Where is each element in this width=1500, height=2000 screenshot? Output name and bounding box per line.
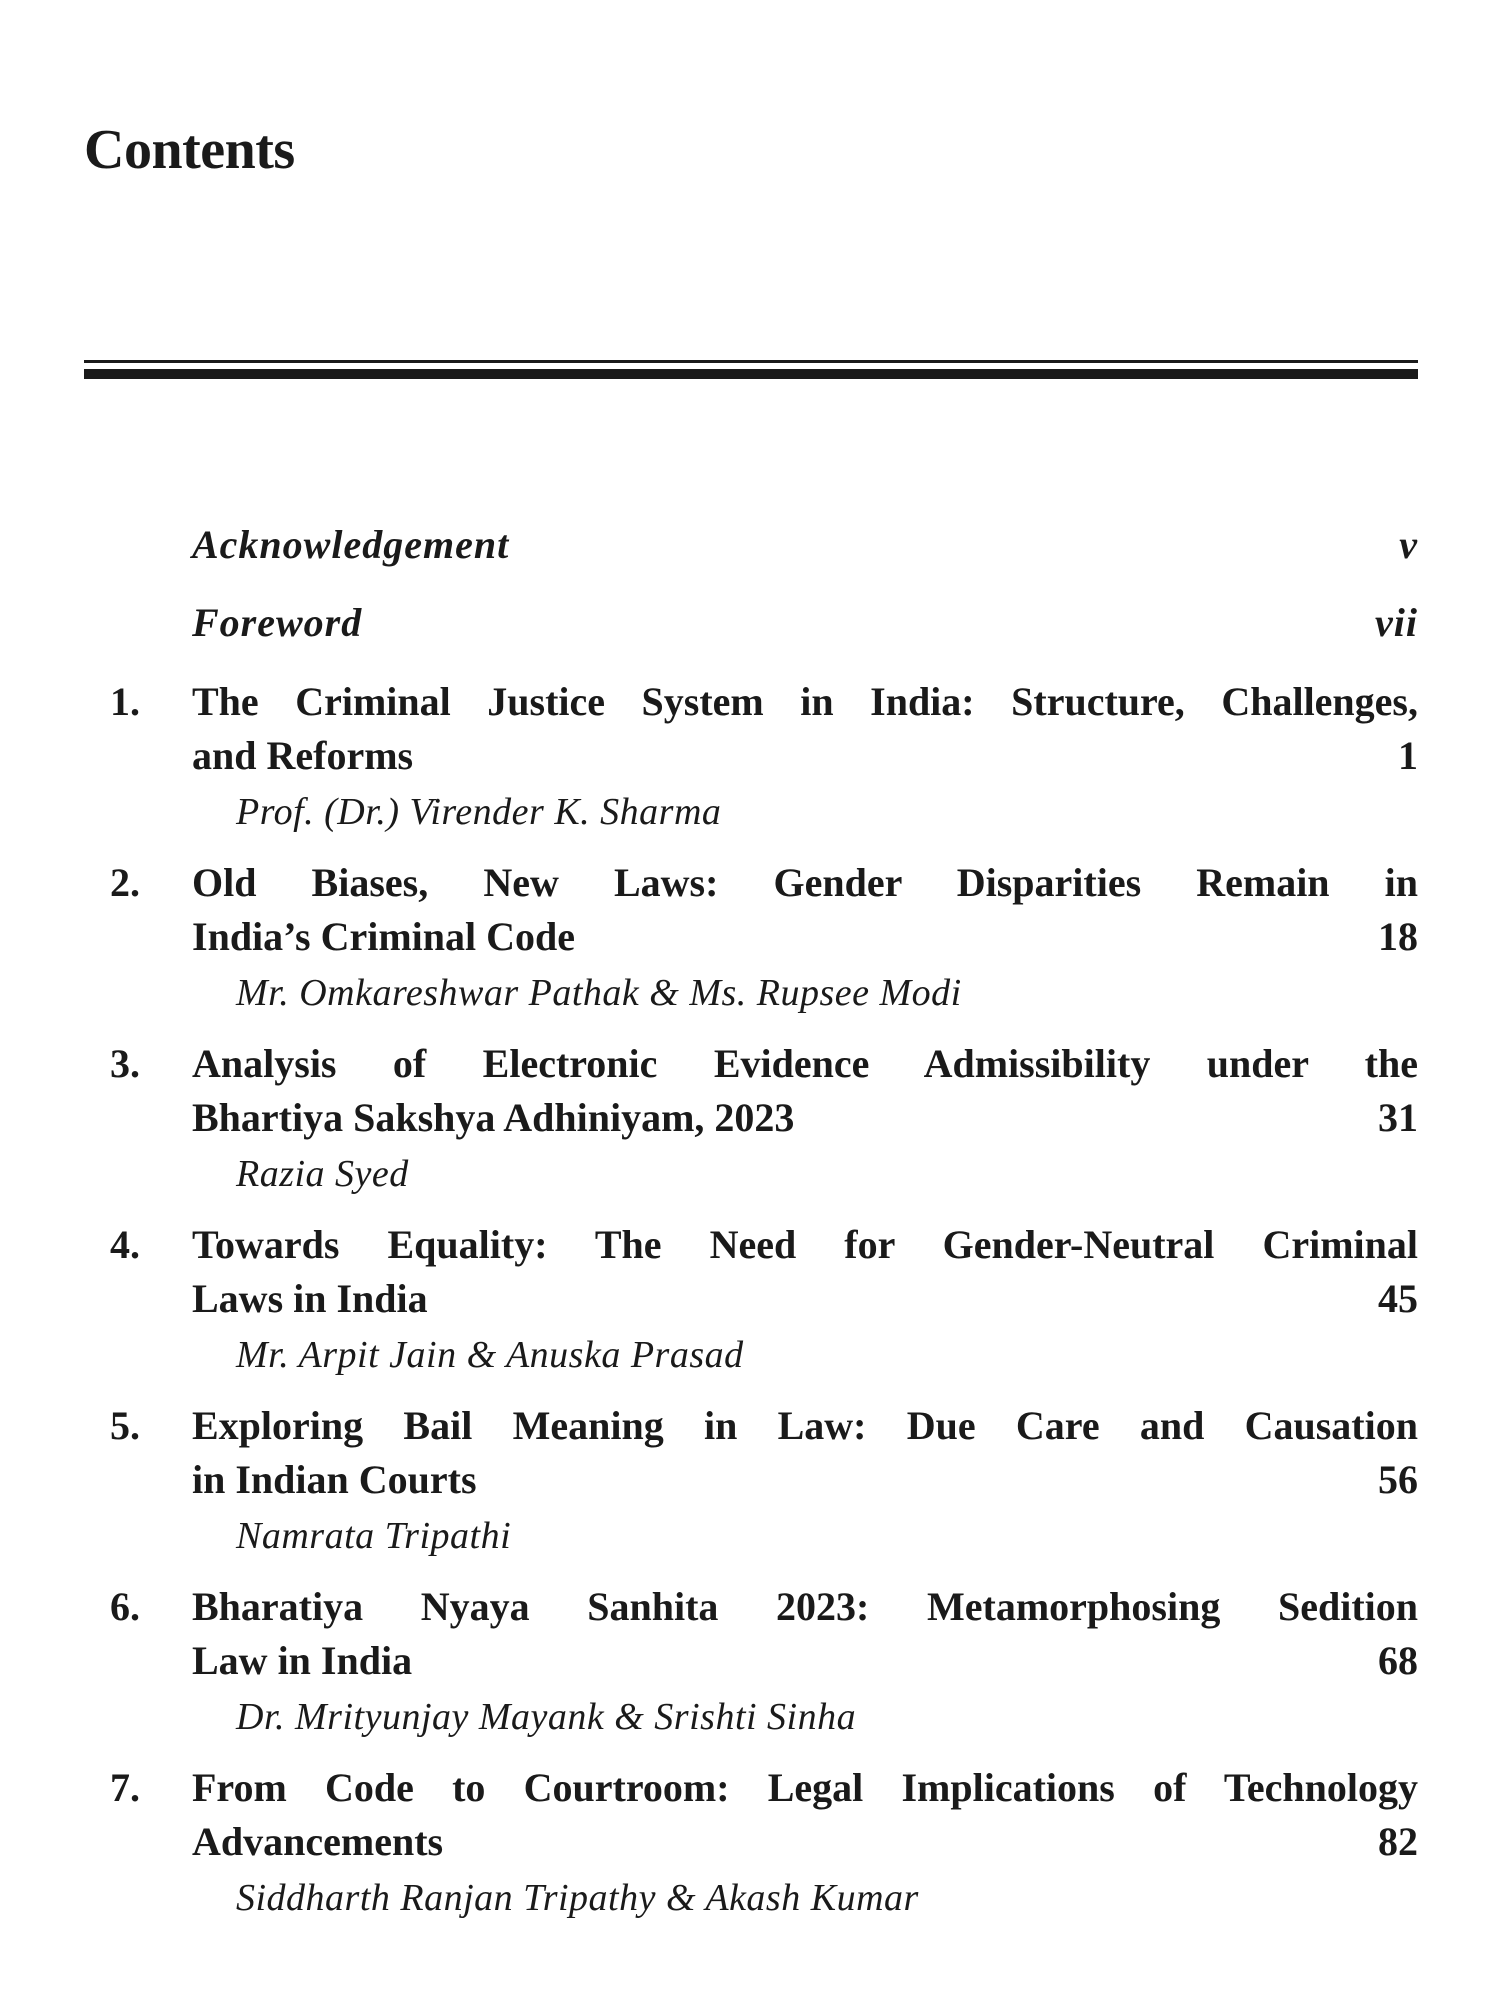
chapter-title-line2-row — [192, 1272, 1418, 1326]
chapter-page: 18 — [1378, 914, 1418, 959]
toc-entry-page: vii — [1375, 600, 1418, 645]
chapter-number: 6. — [110, 1584, 140, 1629]
chapter-number: 4. — [110, 1222, 140, 1267]
chapter-number: 3. — [110, 1041, 140, 1086]
chapter-number: 5. — [110, 1403, 140, 1448]
chapter-number: 2. — [110, 860, 140, 905]
toc-entry-foreword[interactable] — [192, 600, 1418, 645]
chapter-page: 45 — [1378, 1276, 1418, 1321]
chapter-title-line1: From Code to Courtroom: Legal Implications of Technology — [192, 1765, 1418, 1810]
chapter-title-line1: Analysis of Electronic Evidence Admissibility under the — [192, 1041, 1418, 1086]
chapter-authors: Razia Syed — [236, 1153, 409, 1195]
chapter-title-line2: India’s Criminal Code — [192, 914, 576, 959]
chapter-authors: Prof. (Dr.) Virender K. Sharma — [236, 791, 722, 833]
chapter-title-line2: and Reforms — [192, 733, 414, 778]
toc-entry-label: Foreword — [192, 600, 363, 645]
chapter-title-line2-row — [192, 1453, 1418, 1507]
chapter-page: 31 — [1378, 1095, 1418, 1140]
toc-entry-label: Acknowledgement — [192, 522, 510, 567]
chapter-title-line2-row — [192, 729, 1418, 783]
chapter-page: 1 — [1398, 733, 1418, 778]
chapter-title-line1: Exploring Bail Meaning in Law: Due Care and Causation — [192, 1403, 1418, 1448]
toc-entry-acknowledgement[interactable] — [192, 522, 1418, 567]
chapter-page: 82 — [1378, 1819, 1418, 1864]
chapter-authors: Mr. Arpit Jain & Anuska Prasad — [236, 1334, 744, 1376]
chapter-authors: Siddharth Ranjan Tripathy & Akash Kumar — [236, 1877, 919, 1919]
chapter-number: 7. — [110, 1765, 140, 1810]
chapter-title-line1: Towards Equality: The Need for Gender-Neutral Criminal — [192, 1222, 1418, 1267]
chapter-page: 56 — [1378, 1457, 1418, 1502]
page-title: Contents — [84, 119, 295, 181]
chapter-title-line2-row — [192, 1634, 1418, 1688]
chapter-title-line2-row — [192, 1815, 1418, 1869]
chapter-title-line2: Laws in India — [192, 1276, 428, 1321]
chapter-title-line2-row — [192, 910, 1418, 964]
chapter-title-line1: Bharatiya Nyaya Sanhita 2023: Metamorphosing Sedition — [192, 1584, 1418, 1629]
chapter-authors: Mr. Omkareshwar Pathak & Ms. Rupsee Modi — [236, 972, 962, 1014]
toc-entry-page: v — [1399, 522, 1418, 567]
chapter-authors: Namrata Tripathi — [236, 1515, 512, 1557]
chapter-title-line1: Old Biases, New Laws: Gender Disparities Remain in — [192, 860, 1418, 905]
chapter-authors: Dr. Mrityunjay Mayank & Srishti Sinha — [236, 1696, 857, 1738]
chapter-number: 1. — [110, 679, 140, 724]
chapter-title-line2: Advancements — [192, 1819, 444, 1864]
chapter-title-line2: Bhartiya Sakshya Adhiniyam, 2023 — [192, 1095, 795, 1140]
chapter-title-line2: Law in India — [192, 1638, 413, 1683]
chapter-page: 68 — [1378, 1638, 1418, 1683]
chapter-title-line2: in Indian Courts — [192, 1457, 477, 1502]
chapter-title-line1: The Criminal Justice System in India: Structure, Challenges, — [192, 679, 1418, 724]
chapter-title-line2-row — [192, 1091, 1418, 1145]
